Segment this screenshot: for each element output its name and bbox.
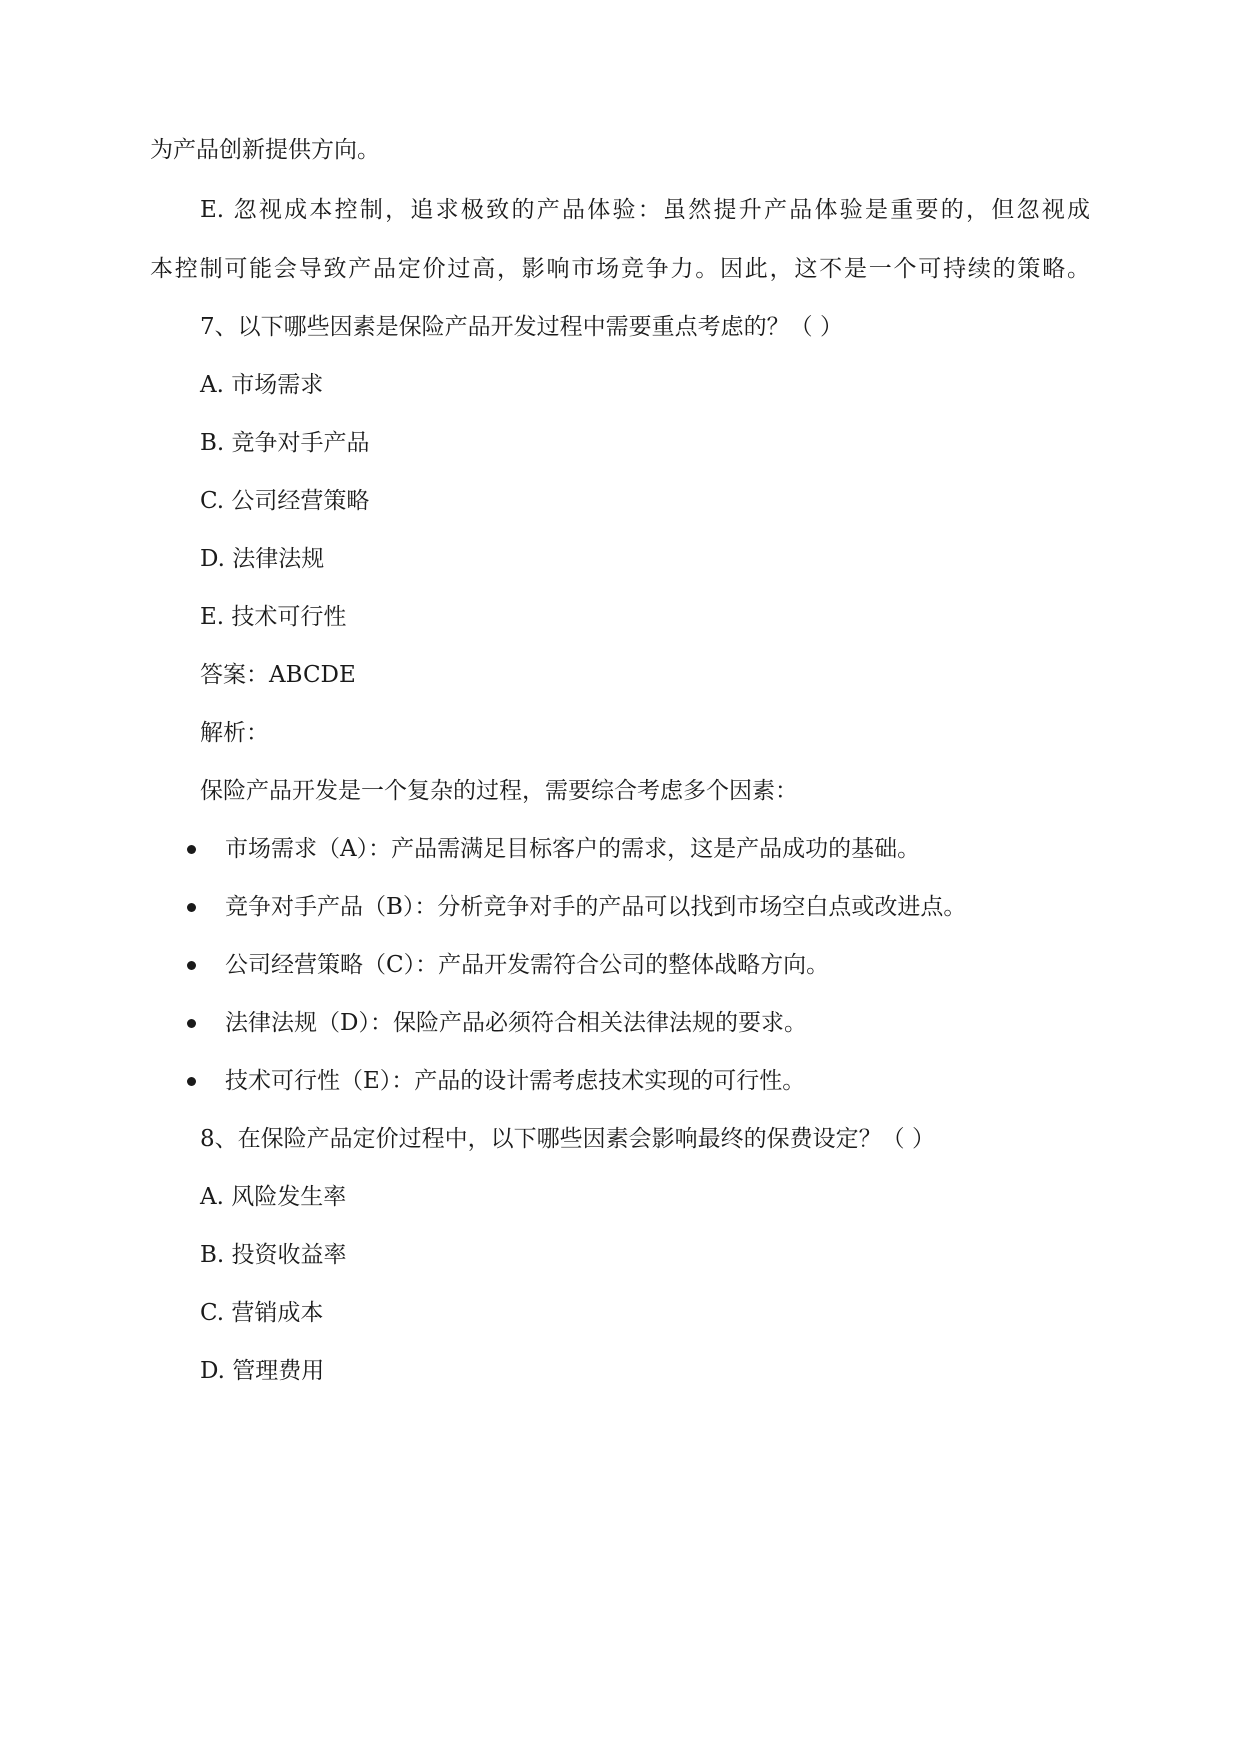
q8-option-b: B. 投资收益率 xyxy=(200,1242,347,1268)
q8-option-d: D. 管理费用 xyxy=(200,1358,325,1384)
option-e-explanation-line2: 本控制可能会导致产品定价过高，影响市场竞争力。因此，这不是一个可持续的策略。 xyxy=(150,256,1090,282)
bullet-icon xyxy=(187,1077,196,1086)
bullet-icon xyxy=(187,1019,196,1028)
q7-option-d: D. 法律法规 xyxy=(200,546,325,572)
bullet-text: 市场需求（A）：产品需满足目标客户的需求，这是产品成功的基础。 xyxy=(225,836,921,862)
option-e-explanation-line1: E. 忽视成本控制，追求极致的产品体验：虽然提升产品体验是重要的，但忽视成 xyxy=(200,197,1090,223)
q7-analysis-label: 解析： xyxy=(200,720,269,746)
question-8: 8、在保险产品定价过程中，以下哪些因素会影响最终的保费设定？（ ） xyxy=(200,1126,935,1152)
bullet-text: 公司经营策略（C）：产品开发需符合公司的整体战略方向。 xyxy=(225,952,830,978)
bullet-icon xyxy=(187,961,196,970)
q7-option-c: C. 公司经营策略 xyxy=(200,488,370,514)
q7-option-e: E. 技术可行性 xyxy=(200,604,347,630)
q7-answer: 答案：ABCDE xyxy=(200,662,356,688)
question-7: 7、以下哪些因素是保险产品开发过程中需要重点考虑的？（ ） xyxy=(200,314,843,340)
bullet-icon xyxy=(187,903,196,912)
bullet-text: 技术可行性（E）：产品的设计需考虑技术实现的可行性。 xyxy=(225,1068,806,1094)
q8-option-a: A. 风险发生率 xyxy=(200,1184,347,1210)
bullet-text: 竞争对手产品（B）：分析竞争对手的产品可以找到市场空白点或改进点。 xyxy=(225,894,967,920)
q7-option-b: B. 竞争对手产品 xyxy=(200,430,370,456)
q7-analysis-intro: 保险产品开发是一个复杂的过程，需要综合考虑多个因素： xyxy=(200,778,798,804)
bullet-text: 法律法规（D）：保险产品必须符合相关法律法规的要求。 xyxy=(225,1010,807,1036)
bullet-icon xyxy=(187,845,196,854)
q8-option-c: C. 营销成本 xyxy=(200,1300,324,1326)
q7-option-a: A. 市场需求 xyxy=(200,372,324,398)
paragraph-tail: 为产品创新提供方向。 xyxy=(150,137,380,163)
